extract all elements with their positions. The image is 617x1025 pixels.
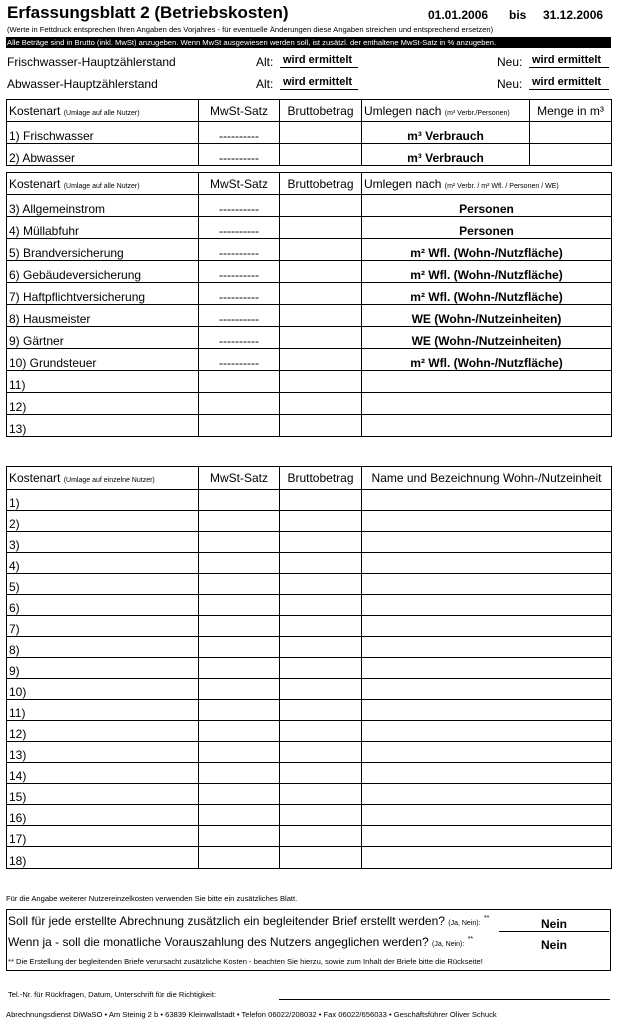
meter-alt-field-frischwasser[interactable]: wird ermittelt: [280, 54, 358, 68]
row-mwst[interactable]: [199, 532, 280, 553]
row-umlegen[interactable]: [362, 371, 612, 393]
row-nutzeinheit[interactable]: [362, 763, 612, 784]
row-name: 10) Grundsteuer: [7, 349, 199, 371]
row-umlegen[interactable]: [362, 393, 612, 415]
row-brutto[interactable]: [280, 144, 362, 166]
header-kostenart: Kostenart (Umlage auf alle Nutzer): [7, 173, 199, 195]
header-brutto: Bruttobetrag: [280, 173, 362, 195]
row-brutto[interactable]: [280, 327, 362, 349]
signature-field[interactable]: [279, 999, 610, 1000]
row-name: 5): [7, 574, 199, 595]
table-individual-costs: [6, 466, 612, 869]
header-nutzeinheit: Name und Bezeichnung Wohn-/Nutzeinheit: [362, 467, 612, 490]
date-to: 31.12.2006: [543, 8, 604, 22]
row-mwst[interactable]: [199, 393, 280, 415]
row-name: 17): [7, 826, 199, 847]
letter-cost-note: ** Die Erstellung der begleitenden Briefe verursacht zusätzliche Kosten - beachten Sie hierzu, sowie zum Inhalt der Briefe bitte die Rückseite!: [8, 957, 483, 966]
table-row: [7, 511, 612, 532]
row-name: 8) Hausmeister: [7, 305, 199, 327]
row-umlegen: WE (Wohn-/Nutzeinheiten): [362, 327, 612, 349]
row-mwst[interactable]: [199, 784, 280, 805]
row-mwst[interactable]: [199, 490, 280, 511]
brutto-notice-bar: [6, 37, 611, 48]
row-mwst[interactable]: ----------: [199, 195, 280, 217]
row-brutto[interactable]: [280, 217, 362, 239]
row-umlegen: Personen: [362, 195, 612, 217]
row-brutto[interactable]: [280, 283, 362, 305]
row-name: 6) Gebäudeversicherung: [7, 261, 199, 283]
row-name: 4) Müllabfuhr: [7, 217, 199, 239]
row-brutto[interactable]: [280, 637, 362, 658]
row-name: 6): [7, 595, 199, 616]
question-letter: Soll für jede erstellte Abrechnung zusätzlich ein begleitender Brief erstellt werden? (Ja, Nein): **: [8, 914, 490, 928]
header-brutto: Bruttobetrag: [280, 467, 362, 490]
row-mwst[interactable]: ----------: [199, 217, 280, 239]
table-row: [7, 490, 612, 511]
row-umlegen: m² Wfl. (Wohn-/Nutzfläche): [362, 283, 612, 305]
table-water-costs: [6, 99, 612, 166]
row-brutto[interactable]: [280, 826, 362, 847]
row-name: 2) Abwasser: [7, 144, 199, 166]
row-mwst[interactable]: [199, 553, 280, 574]
row-mwst[interactable]: ----------: [199, 144, 280, 166]
meter-alt-field-abwasser[interactable]: wird ermittelt: [280, 76, 358, 90]
row-brutto[interactable]: [280, 371, 362, 393]
answer-letter-line: [499, 931, 609, 932]
header-mwst: MwSt-Satz: [199, 100, 280, 122]
answer-letter-field[interactable]: Nein: [540, 917, 567, 931]
row-mwst[interactable]: [199, 742, 280, 763]
row-name: 3): [7, 532, 199, 553]
row-brutto[interactable]: [280, 805, 362, 826]
row-nutzeinheit[interactable]: [362, 742, 612, 763]
brutto-notice-text: Alle Beträge sind in Brutto (inkl. MwSt) anzugeben. Wenn MwSt ausgewiesen werden soll, ist zusätzl. der enthaltene MwSt-Satz in % anzugeben.: [7, 38, 497, 47]
row-name: 7): [7, 616, 199, 637]
row-name: 8): [7, 637, 199, 658]
table-row: [7, 763, 612, 784]
header-umlegen: Umlegen nach (m³ Verbr./Personen): [362, 100, 530, 122]
row-brutto[interactable]: [280, 490, 362, 511]
row-nutzeinheit[interactable]: [362, 490, 612, 511]
row-brutto[interactable]: [280, 261, 362, 283]
table-row: [7, 532, 612, 553]
row-brutto[interactable]: [280, 305, 362, 327]
table-row: [7, 637, 612, 658]
table-row: [7, 742, 612, 763]
row-umlegen: m³ Verbrauch: [362, 122, 530, 144]
table-row: [7, 144, 612, 166]
row-name: 7) Haftpflichtversicherung: [7, 283, 199, 305]
row-brutto[interactable]: [280, 349, 362, 371]
row-brutto[interactable]: [280, 122, 362, 144]
row-umlegen: m³ Verbrauch: [362, 144, 530, 166]
table-row: [7, 595, 612, 616]
row-brutto[interactable]: [280, 415, 362, 437]
row-nutzeinheit[interactable]: [362, 532, 612, 553]
row-mwst[interactable]: ----------: [199, 261, 280, 283]
row-mwst[interactable]: [199, 826, 280, 847]
row-brutto[interactable]: [280, 616, 362, 637]
row-umlegen: WE (Wohn-/Nutzeinheiten): [362, 305, 612, 327]
table-row: [7, 679, 612, 700]
row-nutzeinheit[interactable]: [362, 616, 612, 637]
table-row: [7, 658, 612, 679]
row-name: 12): [7, 393, 199, 415]
row-mwst[interactable]: [199, 721, 280, 742]
row-name: 16): [7, 805, 199, 826]
row-brutto[interactable]: [280, 393, 362, 415]
row-name: 10): [7, 679, 199, 700]
row-mwst[interactable]: ----------: [199, 122, 280, 144]
header-mwst: MwSt-Satz: [199, 173, 280, 195]
meter-alt-label: Alt:: [256, 55, 274, 69]
date-from: 01.01.2006: [428, 8, 489, 22]
row-brutto[interactable]: [280, 195, 362, 217]
row-name: 13): [7, 415, 199, 437]
row-name: 13): [7, 742, 199, 763]
table-row: [7, 553, 612, 574]
row-nutzeinheit[interactable]: [362, 784, 612, 805]
header-mwst: MwSt-Satz: [199, 467, 280, 490]
row-name: 9) Gärtner: [7, 327, 199, 349]
row-mwst[interactable]: [199, 616, 280, 637]
date-bis: bis: [509, 8, 527, 22]
header-umlegen: Umlegen nach (m² Verbr. / m² Wfl. / Personen / WE): [362, 173, 612, 195]
row-brutto[interactable]: [280, 784, 362, 805]
page-title: Erfassungsblatt 2 (Betriebskosten): [7, 3, 289, 22]
row-brutto[interactable]: [280, 847, 362, 869]
header-note: (Werte in Fettdruck entsprechen Ihren Angaben des Vorjahres - für eventuelle Änderungen diese Angaben streichen und entsprechend ersetzen): [7, 25, 494, 34]
row-brutto[interactable]: [280, 721, 362, 742]
row-mwst[interactable]: [199, 637, 280, 658]
meter-neu-field-abwasser[interactable]: wird ermittelt: [529, 76, 609, 90]
table-row: [7, 721, 612, 742]
row-name: 14): [7, 763, 199, 784]
row-name: 15): [7, 784, 199, 805]
meter-neu-label: Neu:: [497, 55, 523, 69]
row-nutzeinheit[interactable]: [362, 700, 612, 721]
row-mwst[interactable]: [199, 847, 280, 869]
row-brutto[interactable]: [280, 742, 362, 763]
header-brutto: Bruttobetrag: [280, 100, 362, 122]
row-mwst[interactable]: [199, 415, 280, 437]
row-brutto[interactable]: [280, 679, 362, 700]
row-umlegen[interactable]: [362, 415, 612, 437]
table-row: [7, 826, 612, 847]
row-name: 11): [7, 700, 199, 721]
row-nutzeinheit[interactable]: [362, 847, 612, 869]
table-row: [7, 122, 612, 144]
row-nutzeinheit[interactable]: [362, 595, 612, 616]
signature-label: Tel.-Nr. für Rückfragen, Datum, Unterschrift für die Richtigkeit:: [8, 990, 217, 999]
row-name: 18): [7, 847, 199, 869]
row-name: 2): [7, 511, 199, 532]
row-mwst[interactable]: [199, 595, 280, 616]
row-mwst[interactable]: [199, 511, 280, 532]
row-mwst[interactable]: [199, 658, 280, 679]
row-name: 12): [7, 721, 199, 742]
row-umlegen: Personen: [362, 217, 612, 239]
row-mwst[interactable]: [199, 763, 280, 784]
table-row: [7, 616, 612, 637]
row-mwst[interactable]: ----------: [199, 305, 280, 327]
table-row: [7, 700, 612, 721]
header-kostenart: Kostenart (Umlage auf einzelne Nutzer): [7, 467, 199, 490]
row-mwst[interactable]: [199, 805, 280, 826]
row-brutto[interactable]: [280, 239, 362, 261]
row-nutzeinheit[interactable]: [362, 721, 612, 742]
row-mwst[interactable]: [199, 371, 280, 393]
answer-prepayment-field[interactable]: Nein: [540, 938, 567, 952]
row-name: 1) Frischwasser: [7, 122, 199, 144]
row-name: 1): [7, 490, 199, 511]
row-brutto[interactable]: [280, 658, 362, 679]
additional-sheet-note: Für die Angabe weiterer Nutzereinzelkosten verwenden Sie bitte ein zusätzliches Blatt.: [6, 894, 298, 903]
header-kostenart: Kostenart (Umlage auf alle Nutzer): [7, 100, 199, 122]
row-nutzeinheit[interactable]: [362, 637, 612, 658]
row-name: 11): [7, 371, 199, 393]
row-brutto[interactable]: [280, 511, 362, 532]
row-name: 4): [7, 553, 199, 574]
row-nutzeinheit[interactable]: [362, 805, 612, 826]
table-row: [7, 574, 612, 595]
row-name: 3) Allgemeinstrom: [7, 195, 199, 217]
row-umlegen: m² Wfl. (Wohn-/Nutzfläche): [362, 349, 612, 371]
row-nutzeinheit[interactable]: [362, 574, 612, 595]
meter-label-abwasser: Abwasser-Hauptzählerstand: [7, 77, 158, 91]
meter-neu-field-frischwasser[interactable]: wird ermittelt: [529, 54, 609, 68]
row-mwst[interactable]: [199, 679, 280, 700]
row-menge[interactable]: [530, 122, 612, 144]
row-brutto[interactable]: [280, 553, 362, 574]
meter-label-frischwasser: Frischwasser-Hauptzählerstand: [7, 55, 176, 69]
row-mwst[interactable]: ----------: [199, 327, 280, 349]
row-menge[interactable]: [530, 144, 612, 166]
row-brutto[interactable]: [280, 595, 362, 616]
row-mwst[interactable]: [199, 700, 280, 721]
row-nutzeinheit[interactable]: [362, 511, 612, 532]
table-row: [7, 784, 612, 805]
row-mwst[interactable]: [199, 574, 280, 595]
row-mwst[interactable]: ----------: [199, 283, 280, 305]
row-mwst[interactable]: ----------: [199, 239, 280, 261]
row-brutto[interactable]: [280, 700, 362, 721]
row-name: 5) Brandversicherung: [7, 239, 199, 261]
row-nutzeinheit[interactable]: [362, 826, 612, 847]
company-footer: Abrechnungsdienst DiWaSO • Am Steinig 2 b • 63839 Kleinwallstadt • Telefon 06022/208032 • Fax 06022/656033 • Geschäftsführer Oliver Schuck: [6, 1010, 497, 1019]
row-name: 9): [7, 658, 199, 679]
row-umlegen: m² Wfl. (Wohn-/Nutzfläche): [362, 261, 612, 283]
header-menge: Menge in m³: [530, 100, 612, 122]
row-nutzeinheit[interactable]: [362, 553, 612, 574]
row-brutto[interactable]: [280, 763, 362, 784]
meter-neu-label: Neu:: [497, 77, 523, 91]
row-mwst[interactable]: ----------: [199, 349, 280, 371]
row-brutto[interactable]: [280, 574, 362, 595]
meter-alt-label: Alt:: [256, 77, 274, 91]
row-umlegen: m² Wfl. (Wohn-/Nutzfläche): [362, 239, 612, 261]
question-prepayment: Wenn ja - soll die monatliche Vorauszahlung des Nutzers angeglichen werden? (Ja, Nein): **: [8, 935, 474, 949]
row-nutzeinheit[interactable]: [362, 658, 612, 679]
row-nutzeinheit[interactable]: [362, 679, 612, 700]
table-general-costs: [6, 172, 612, 437]
row-brutto[interactable]: [280, 532, 362, 553]
table-row: [7, 847, 612, 869]
table-row: [7, 805, 612, 826]
